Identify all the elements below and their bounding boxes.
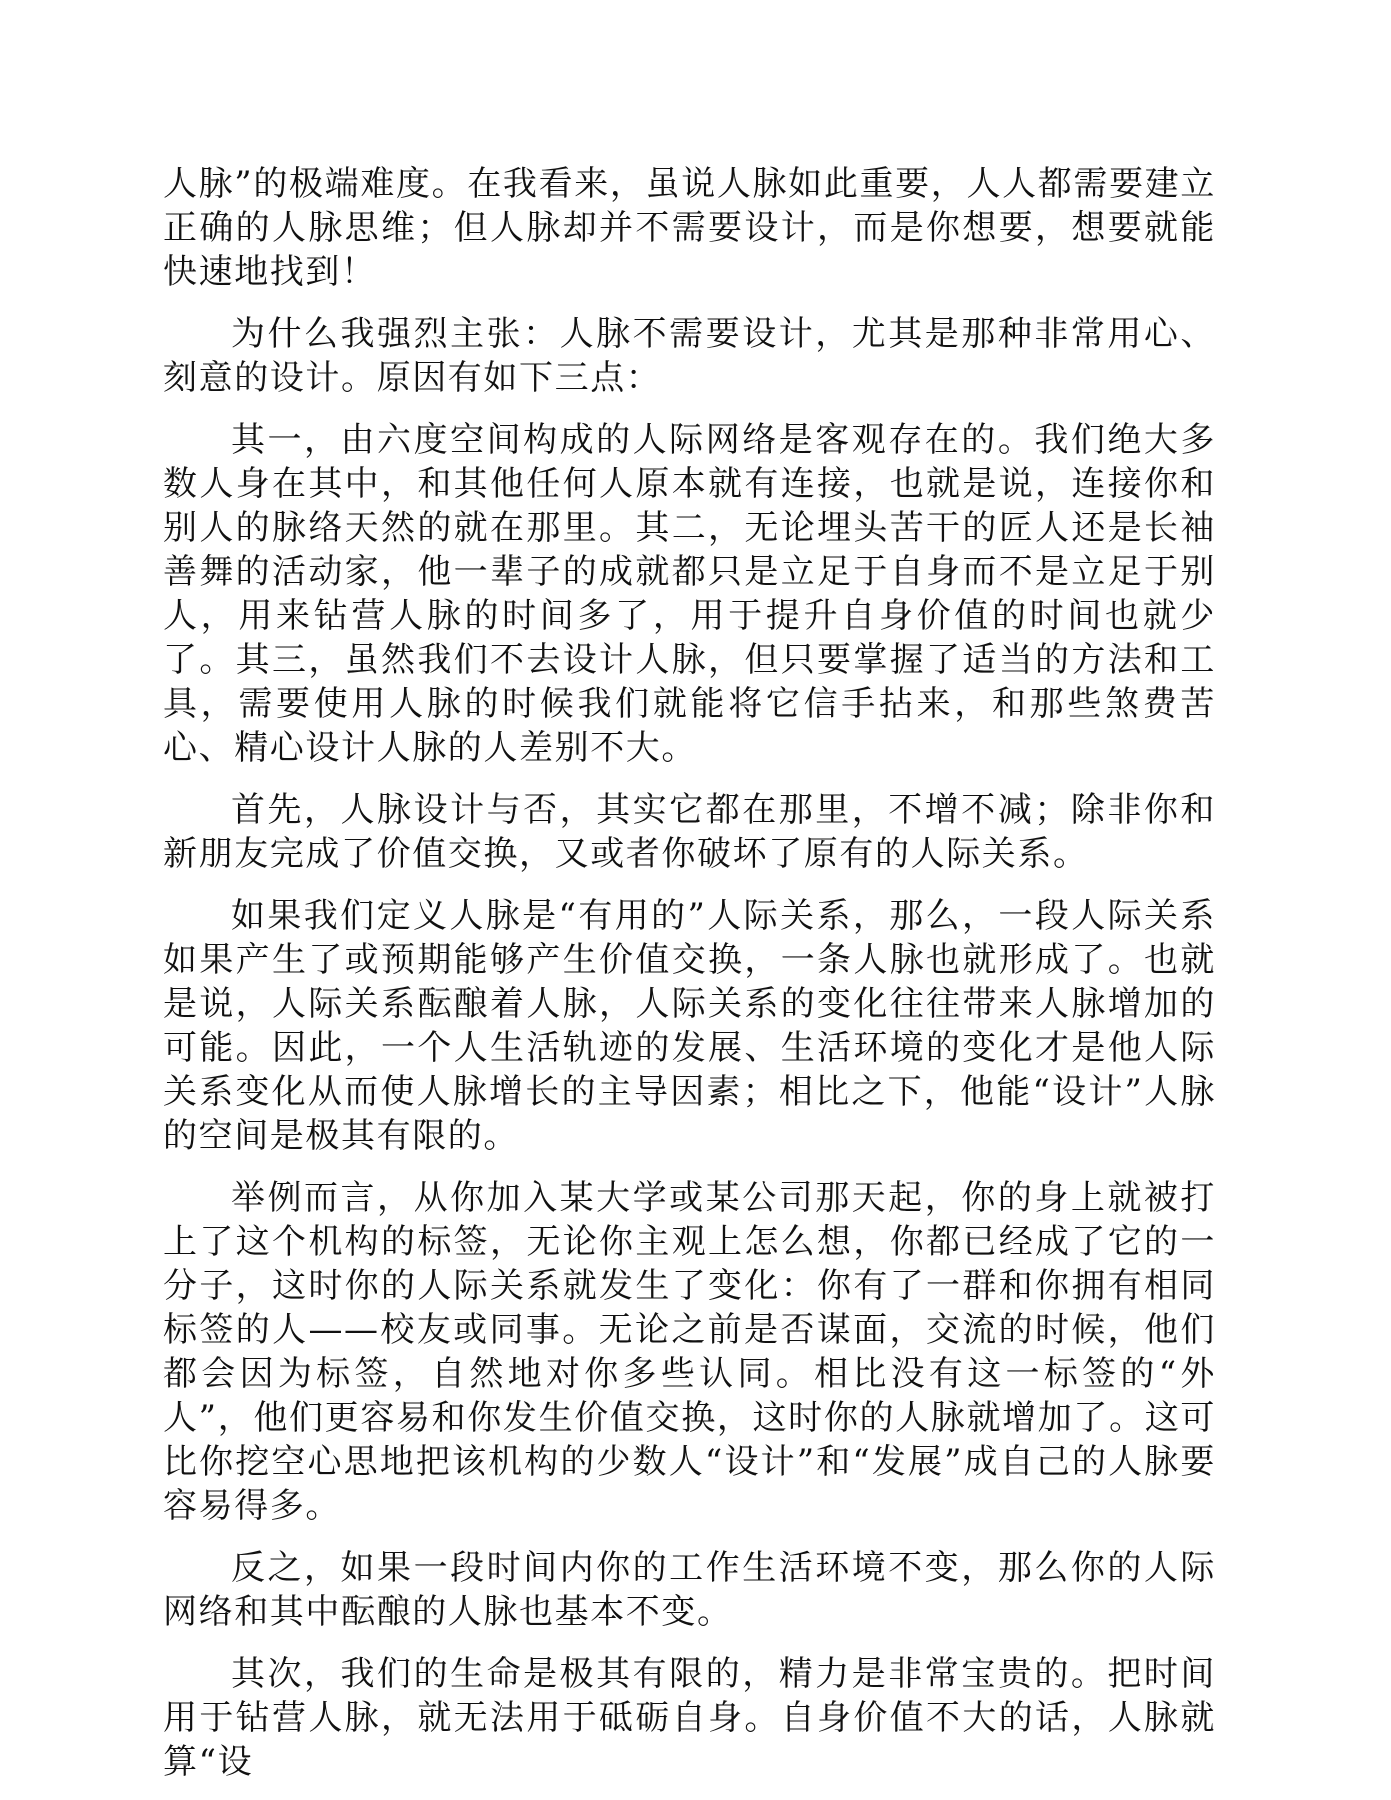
paragraph-4: 首先，人脉设计与否，其实它都在那里，不增不减；除非你和新朋友完成了价值交换，又或者你破坏了原有的人际关系。 [163,790,1216,874]
paragraph-1: 人脉”的极端难度。在我看来，虽说人脉如此重要，人人都需要建立正确的人脉思维；但人脉却并不需要设计，而是你想要，想要就能快速地找到！ [163,164,1216,292]
paragraph-8: 其次，我们的生命是极其有限的，精力是非常宝贵的。把时间用于钻营人脉，就无法用于砥砺自身。自身价值不大的话，人脉就算“设 [163,1654,1216,1782]
paragraph-6: 举例而言，从你加入某大学或某公司那天起，你的身上就被打上了这个机构的标签，无论你主观上怎么想，你都已经成了它的一分子，这时你的人际关系就发生了变化：你有了一群和你拥有相同标签的人——校友或同事。无论之前是否谋面，交流的时候，他们都会因为标签，自然地对你多些认同。相比没有这一标签的“外人”，他们更容易和你发生价值交换，这时你的人脉就增加了。这可比你挖空心思地把该机构的少数人“设计”和“发展”成自己的人脉要容易得多。 [163,1178,1216,1526]
paragraph-2: 为什么我强烈主张：人脉不需要设计，尤其是那种非常用心、刻意的设计。原因有如下三点： [163,314,1216,398]
paragraph-7: 反之，如果一段时间内你的工作生活环境不变，那么你的人际网络和其中酝酿的人脉也基本不变。 [163,1548,1216,1632]
paragraph-3: 其一，由六度空间构成的人际网络是客观存在的。我们绝大多数人身在其中，和其他任何人原本就有连接，也就是说，连接你和别人的脉络天然的就在那里。其二，无论埋头苦干的匠人还是长袖善舞的活动家，他一辈子的成就都只是立足于自身而不是立足于别人，用来钻营人脉的时间多了，用于提升自身价值的时间也就少了。其三，虽然我们不去设计人脉，但只要掌握了适当的方法和工具，需要使用人脉的时候我们就能将它信手拈来，和那些煞费苦心、精心设计人脉的人差别不大。 [163,420,1216,768]
paragraph-5: 如果我们定义人脉是“有用的”人际关系，那么，一段人际关系如果产生了或预期能够产生价值交换，一条人脉也就形成了。也就是说，人际关系酝酿着人脉，人际关系的变化往往带来人脉增加的可能。因此，一个人生活轨迹的发展、生活环境的变化才是他人际关系变化从而使人脉增长的主导因素；相比之下，他能“设计”人脉的空间是极其有限的。 [163,896,1216,1156]
